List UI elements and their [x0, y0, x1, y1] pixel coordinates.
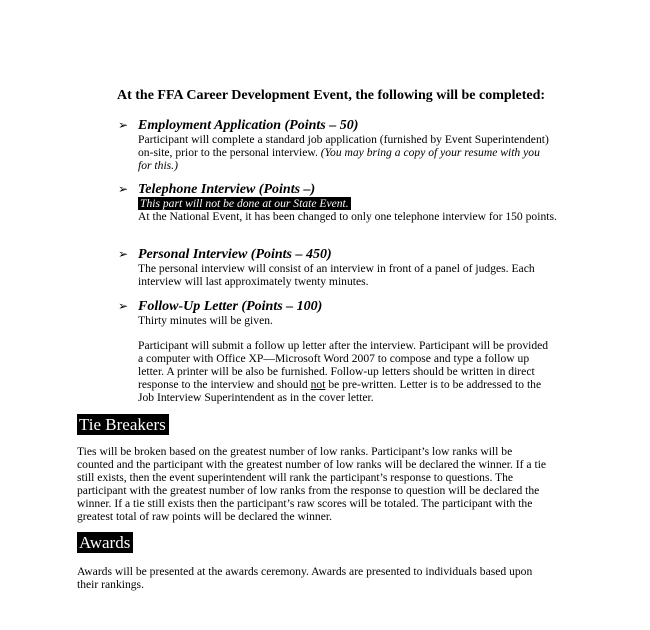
item-body [138, 197, 558, 223]
item-body: The personal interview will consist of an interview in front of a panel of judges. Each interview will last approximately twenty minutes. [138, 262, 535, 288]
item-body-note: (You may bring a copy of your resume with you for this.) [138, 146, 540, 172]
list-item-follow-up-letter [118, 299, 558, 327]
highlighted-note: This part will not be done at our State Event. [140, 197, 349, 210]
arrow-bullet-icon: ➢ [118, 299, 129, 313]
page-heading: At the FFA Career Development Event, the following will be completed: [117, 88, 546, 103]
awards-paragraph: Awards will be presented at the awards ceremony. Awards are presented to individuals based upon their rankings. [77, 565, 533, 591]
arrow-bullet-icon: ➢ [118, 247, 129, 261]
item-title: Follow-Up Letter (Points – 100) [138, 299, 323, 314]
item-title: Employment Application (Points – 50) [138, 118, 359, 133]
item-body: Thirty minutes will be given. [138, 314, 273, 327]
item-body-text: At the National Event, it has been changed to only one telephone interview for 150 points. [138, 210, 557, 223]
section-heading-awards: Awards [77, 532, 133, 553]
list-item-telephone-interview [118, 182, 558, 223]
list-item-employment-application [118, 118, 558, 172]
paragraph-text-start: Participant will submit a follow up letter after the interview. Participant will be provided a computer with Office XP—Microsoft Word 2007 to compose and type a follow up letter. A printer will be also be furnished. Follow-up letters should be written in direct response to the interview and should [138, 339, 549, 391]
arrow-bullet-icon: ➢ [118, 118, 129, 132]
item-title: Telephone Interview (Points –) [138, 182, 316, 197]
follow-up-letter-paragraph [138, 339, 556, 404]
section-heading-tie-breakers: Tie Breakers [77, 414, 169, 435]
underlined-word: not [310, 378, 326, 391]
arrow-bullet-icon: ➢ [118, 182, 129, 196]
item-title: Personal Interview (Points – 450) [138, 247, 332, 262]
list-item-personal-interview [118, 247, 558, 288]
paragraph-text-end: be pre-written. Letter is to be addressed to the Job Interview Superintendent as in the cover letter. [138, 378, 542, 404]
item-body-text: Participant will complete a standard job application (furnished by Event Superintendent) on-site, prior to the personal interview. [138, 133, 549, 159]
item-body [138, 133, 553, 172]
tie-breakers-paragraph: Ties will be broken based on the greatest number of low ranks. Participant’s low ranks will be counted and the participant with the greatest number of low ranks will be declared the winner. If a tie still exists, then the event superintendent will rank the participant’s response to questions. The participant with the greatest number of low ranks from the response to question will be declared the winner. If a tie still exists then the participant’s raw scores will be totaled. The participant with the greatest total of raw points will be declared the winner. [77, 445, 547, 523]
